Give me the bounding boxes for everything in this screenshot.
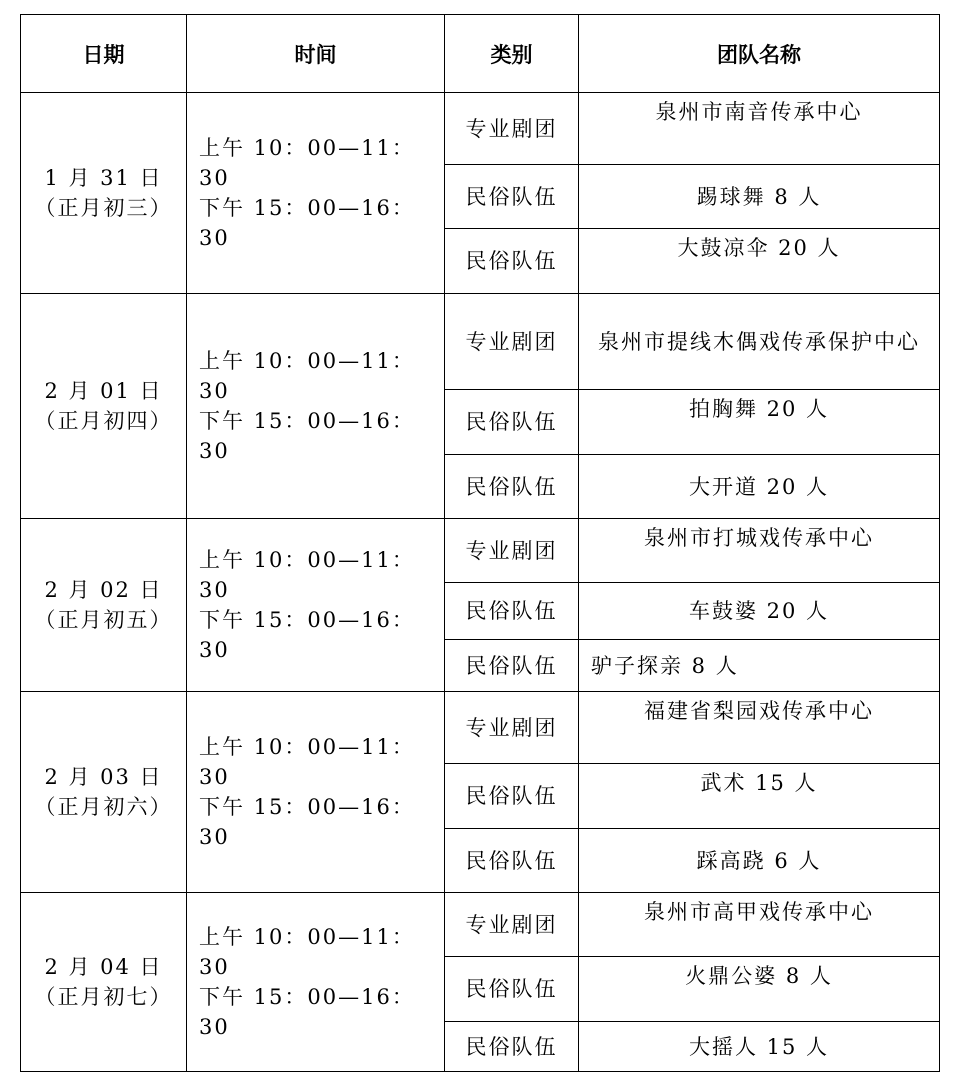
team-name-cell: 车鼓婆 20 人 — [579, 583, 940, 640]
time-cell — [187, 893, 445, 1072]
team-name-cell: 火鼎公婆 8 人 — [579, 957, 940, 1022]
time-afternoon: 下午 15：00—16：30 — [199, 409, 415, 463]
time-cell — [187, 519, 445, 692]
team-name-cell: 拍胸舞 20 人 — [579, 390, 940, 455]
date-text: 2 月 03 日 — [44, 765, 163, 789]
team-name-cell: 泉州市高甲戏传承中心 — [579, 893, 940, 957]
category-cell: 民俗队伍 — [445, 640, 579, 692]
team-name-cell: 大摇人 15 人 — [579, 1022, 940, 1072]
lunar-date-text: （正月初五） — [34, 608, 173, 632]
lunar-date-text: （正月初三） — [34, 196, 173, 220]
team-name-cell: 泉州市南音传承中心 — [579, 93, 940, 165]
date-text: 1 月 31 日 — [44, 166, 163, 190]
category-cell: 专业剧团 — [445, 519, 579, 583]
category-cell: 专业剧团 — [445, 93, 579, 165]
time-cell — [187, 93, 445, 294]
header-date: 日期 — [21, 15, 187, 93]
schedule-table — [20, 14, 940, 1072]
time-afternoon: 下午 15：00—16：30 — [199, 608, 415, 662]
date-cell — [21, 93, 187, 294]
date-text: 2 月 01 日 — [44, 379, 163, 403]
team-name-cell: 驴子探亲 8 人 — [579, 640, 940, 692]
table-row — [21, 519, 940, 583]
header-time: 时间 — [187, 15, 445, 93]
time-cell — [187, 692, 445, 893]
time-morning: 上午 10：00—11：30 — [199, 136, 415, 190]
team-name-cell: 大开道 20 人 — [579, 455, 940, 519]
date-cell — [21, 893, 187, 1072]
table-row — [21, 893, 940, 957]
team-name-cell: 福建省梨园戏传承中心 — [579, 692, 940, 764]
category-cell: 民俗队伍 — [445, 455, 579, 519]
table-row — [21, 294, 940, 390]
category-cell: 民俗队伍 — [445, 764, 579, 829]
date-text: 2 月 04 日 — [44, 955, 163, 979]
category-cell: 民俗队伍 — [445, 165, 579, 229]
date-cell — [21, 519, 187, 692]
category-cell: 专业剧团 — [445, 294, 579, 390]
table-row — [21, 93, 940, 165]
team-name-cell: 武术 15 人 — [579, 764, 940, 829]
time-morning: 上午 10：00—11：30 — [199, 925, 415, 979]
category-cell: 专业剧团 — [445, 893, 579, 957]
lunar-date-text: （正月初七） — [34, 985, 173, 1009]
time-morning: 上午 10：00—11：30 — [199, 735, 415, 789]
category-cell: 民俗队伍 — [445, 957, 579, 1022]
header-team-name: 团队名称 — [579, 15, 940, 93]
lunar-date-text: （正月初六） — [34, 795, 173, 819]
category-cell: 民俗队伍 — [445, 1022, 579, 1072]
time-afternoon: 下午 15：00—16：30 — [199, 795, 415, 849]
time-afternoon: 下午 15：00—16：30 — [199, 196, 415, 250]
team-name-cell: 泉州市提线木偶戏传承保护中心 — [579, 294, 940, 390]
time-afternoon: 下午 15：00—16：30 — [199, 985, 415, 1039]
category-cell: 民俗队伍 — [445, 829, 579, 893]
date-cell — [21, 692, 187, 893]
date-text: 2 月 02 日 — [44, 578, 163, 602]
category-cell: 民俗队伍 — [445, 229, 579, 294]
header-category: 类别 — [445, 15, 579, 93]
time-morning: 上午 10：00—11：30 — [199, 548, 415, 602]
time-morning: 上午 10：00—11：30 — [199, 349, 415, 403]
team-name-cell: 踢球舞 8 人 — [579, 165, 940, 229]
time-cell — [187, 294, 445, 519]
category-cell: 专业剧团 — [445, 692, 579, 764]
date-cell — [21, 294, 187, 519]
category-cell: 民俗队伍 — [445, 390, 579, 455]
lunar-date-text: （正月初四） — [34, 409, 173, 433]
header-row — [21, 15, 940, 93]
team-name-cell: 踩高跷 6 人 — [579, 829, 940, 893]
table-row — [21, 692, 940, 764]
team-name-cell: 大鼓凉伞 20 人 — [579, 229, 940, 294]
team-name-cell: 泉州市打城戏传承中心 — [579, 519, 940, 583]
category-cell: 民俗队伍 — [445, 583, 579, 640]
